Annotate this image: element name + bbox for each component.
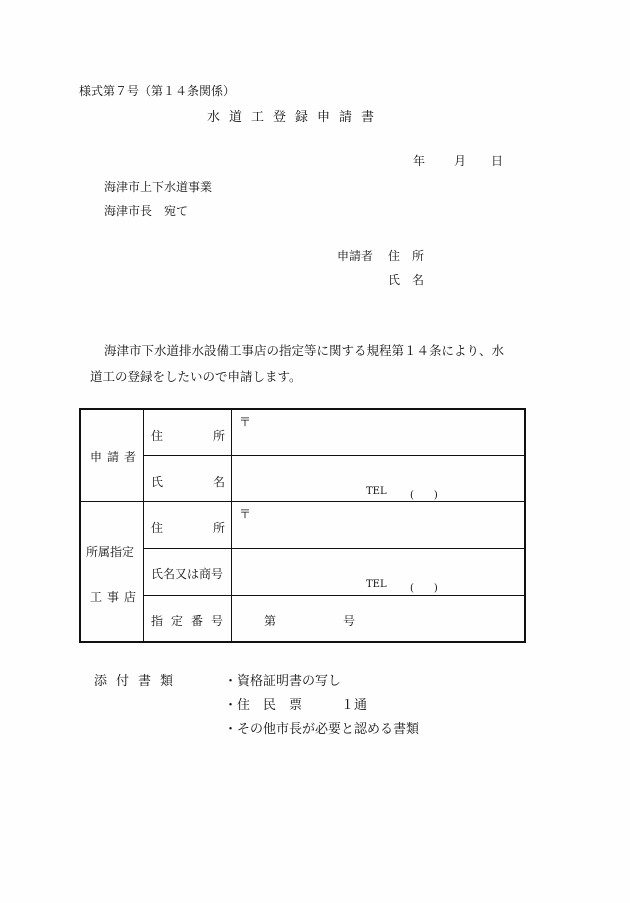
applicant-name-field[interactable] (233, 456, 525, 500)
addressee-line1: 海津市上下水道事業 (104, 180, 213, 194)
applicant-address-label-a: 住 (151, 429, 164, 443)
table-hline-4 (143, 595, 526, 596)
applicant-name-label-b: 名 (213, 475, 226, 489)
table-vline-2 (231, 410, 232, 641)
company-name-field[interactable] (233, 549, 525, 594)
attachment-item-1: ・資格証明書の写し (224, 674, 342, 689)
applicant-name-label-a: 氏 (151, 475, 164, 489)
applicant-address-label: 住 所 (388, 249, 425, 263)
applicant-tel-paren: ( ) (410, 490, 438, 501)
attachments-label: 添付書類 (94, 674, 183, 689)
form-title: 水道工登録申請書 (207, 110, 384, 125)
contractor-address-label-a: 住 (151, 521, 164, 535)
designation-number-suffix: 号 (343, 614, 356, 628)
contractor-tel-label: TEL (366, 579, 387, 590)
contractor-tel-paren: ( ) (410, 583, 438, 594)
applicant-role: 申請者 (337, 249, 374, 263)
table-vline-1 (143, 410, 144, 641)
attachment-item-3: ・その他市長が必要と認める書類 (224, 722, 420, 737)
form-number: 様式第７号（第１４条関係） (79, 84, 236, 98)
applicant-group-label: 申請者 (90, 450, 142, 464)
body-text-line1: 海津市下水道排水設備工事店の指定等に関する規程第１４条により、水 (104, 343, 505, 358)
addressee-line2: 海津市長 宛て (104, 204, 189, 218)
applicant-tel-label: TEL (366, 486, 387, 497)
designation-number-field[interactable] (281, 597, 339, 639)
designation-number-prefix: 第 (264, 614, 277, 628)
applicant-postal-mark: 〒 (239, 415, 252, 429)
registration-table (79, 408, 526, 643)
body-text-line2: 道工の登録をしたいので申請します。 (90, 369, 302, 384)
date-year: 年 (413, 154, 426, 168)
company-name-label: 氏名又は商号 (151, 567, 224, 581)
contractor-group-label-line2: 工事店 (90, 590, 142, 604)
contractor-group-label-line1: 所属指定 (86, 545, 135, 559)
date-day: 日 (491, 154, 504, 168)
contractor-postal-mark: 〒 (239, 507, 252, 521)
date-month: 月 (454, 154, 467, 168)
applicant-name-label: 氏 名 (388, 273, 425, 287)
contractor-address-label-b: 所 (213, 521, 226, 535)
designation-number-label: 指定番号 (151, 614, 232, 628)
contractor-address-field[interactable] (233, 502, 525, 547)
attachment-item-2: ・住 民 票 １通 (224, 698, 368, 713)
applicant-address-label-b: 所 (213, 429, 226, 443)
